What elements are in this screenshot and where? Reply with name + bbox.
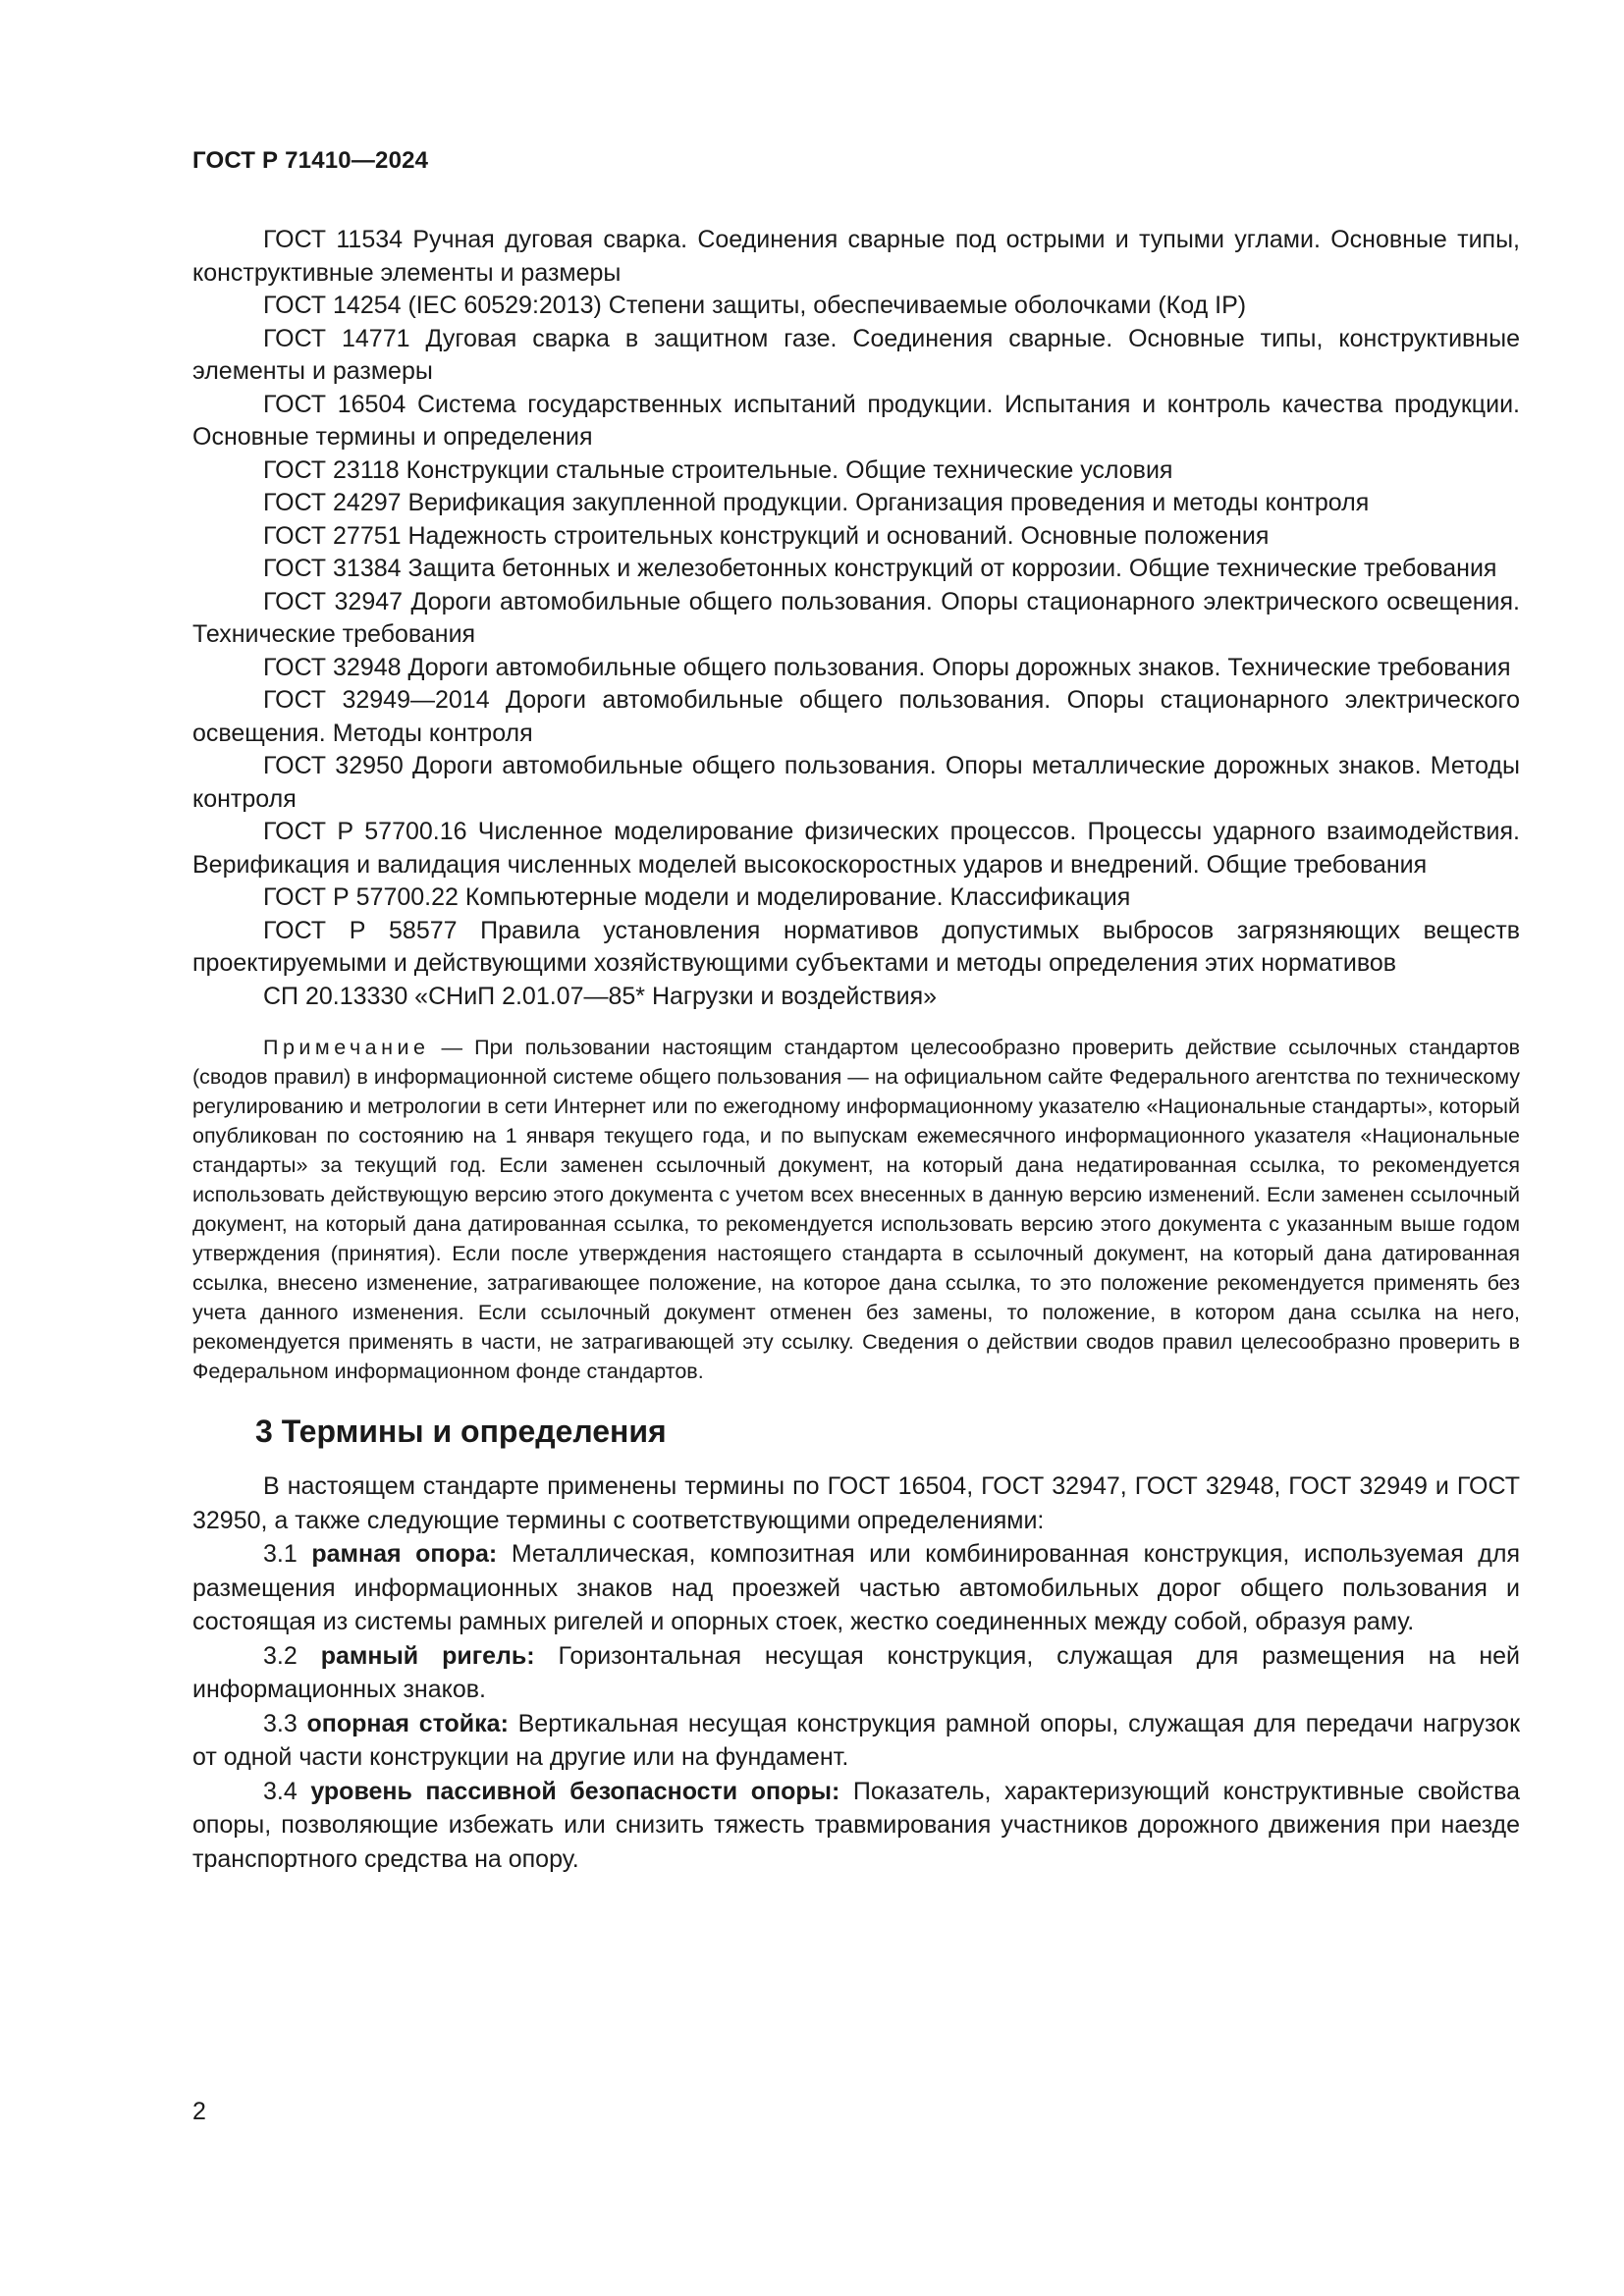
note-text: — При пользовании настоящим стандартом целесообразно проверить действие ссылочных стандартов (сводов правил) в информационной системе общего пользования — на официальном сайте Федерального агентства по техническому регулированию и метрологии в сети Интернет или по ежегодному информационному указателю «Национальные стандарты», который опубликован по состоянию на 1 января текущего года, и по выпускам ежемесячного информационного указателя «Национальные стандарты» за текущий год. Если заменен ссылочный документ, на который дана недатированная ссылка, то рекомендуется использовать действующую версию этого документа с учетом всех внесенных в данную версию изменений. Если заменен ссылочный документ, на который дана датированная ссылка, то рекомендуется использовать версию этого документа с указанным выше годом утверждения (принятия). Если после утверждения настоящего стандарта в ссылочный документ, на который дана датированная ссылка, внесено изменение, затрагивающее положение, на которое дана ссылка, то это положение рекомендуется применять без учета данного изменения. Если ссылочный документ отменен без замены, то положение, в котором дана ссылка на него, рекомендуется применять в части, не затрагивающей эту ссылку. Сведения о действии сводов правил целесообразно проверить в Федеральном информационном фонде стандартов. <box>192 1036 1520 1383</box>
definition-item <box>192 1537 1520 1639</box>
reference-item: ГОСТ Р 57700.16 Численное моделирование физических процессов. Процессы ударного взаимодействия. Верификация и валидация численных моделей высокоскоростных ударов и внедрений. Общие требования <box>192 818 1520 879</box>
definition-text: Металлическая, композитная или комбинированная конструкция, используемая для размещения информационных знаков над проезжей частью автомобильных дорог общего пользования и состоящая из системы рамных ригелей и опорных стоек, жестко соединенных между собой, образуя раму. <box>192 1540 1521 1635</box>
definition-item <box>192 1775 1520 1877</box>
document-page <box>192 147 1520 1876</box>
definition-number: 3.1 <box>263 1540 298 1568</box>
section-title: 3 Термины и определения <box>255 1414 667 1449</box>
definition-text: Показатель, характеризующий конструктивные свойства опоры, позволяющие избежать или снизить тяжесть травмирования участников дорожного движения при наезде транспортного средства на опору. <box>192 1777 1520 1873</box>
reference-item: СП 20.13330 «СНиП 2.01.07—85* Нагрузки и воздействия» <box>263 982 938 1010</box>
note-label: Примечание <box>263 1036 430 1059</box>
definition-term: рамная опора: <box>311 1540 498 1568</box>
definition-number: 3.4 <box>263 1777 298 1805</box>
reference-item: ГОСТ 32949—2014 Дороги автомобильные общего пользования. Опоры стационарного электрического освещения. Методы контроля <box>192 686 1520 747</box>
page-number: 2 <box>192 2098 206 2125</box>
definition-term: рамный ригель: <box>320 1641 535 1670</box>
reference-item: ГОСТ 23118 Конструкции стальные строительные. Общие технические условия <box>263 455 1173 484</box>
note-block <box>192 1033 1520 1386</box>
reference-item: ГОСТ 32950 Дороги автомобильные общего пользования. Опоры металлические дорожных знаков. Методы контроля <box>192 752 1520 813</box>
reference-item: ГОСТ 32947 Дороги автомобильные общего пользования. Опоры стационарного электрического освещения. Технические требования <box>192 587 1520 648</box>
definition-number: 3.3 <box>263 1709 298 1737</box>
reference-item: ГОСТ Р 58577 Правила установления нормативов допустимых выбросов загрязняющих веществ проектируемыми и действующими хозяйствующими субъектами и методы определения этих нормативов <box>192 916 1520 977</box>
reference-item: ГОСТ 16504 Система государственных испытаний продукции. Испытания и контроль качества продукции. Основные термины и определения <box>192 390 1520 451</box>
reference-item: ГОСТ 14254 (IEC 60529:2013) Степени защиты, обеспечиваемые оболочками (Код IP) <box>263 292 1247 319</box>
normative-references-list <box>192 224 1520 1013</box>
definition-text: Вертикальная несущая конструкция рамной опоры, служащая для передачи нагрузок от одной части конструкции на другие или на фундамент. <box>192 1709 1521 1771</box>
reference-item: ГОСТ 24297 Верификация закупленной продукции. Организация проведения и методы контроля <box>263 489 1370 516</box>
reference-item: ГОСТ 32948 Дороги автомобильные общего пользования. Опоры дорожных знаков. Технические требования <box>263 653 1511 681</box>
reference-item: ГОСТ 27751 Надежность строительных конструкций и оснований. Основные положения <box>263 521 1270 550</box>
definition-item <box>192 1639 1520 1707</box>
definition-text: Горизонтальная несущая конструкция, служащая для размещения на ней информационных знаков. <box>192 1641 1520 1703</box>
reference-item: ГОСТ 31384 Защита бетонных и железобетонных конструкций от коррозии. Общие технические требования <box>263 555 1497 582</box>
definition-term: опорная стойка: <box>306 1709 509 1737</box>
definition-item <box>192 1707 1520 1775</box>
reference-item: ГОСТ 14771 Дуговая сварка в защитном газе. Соединения сварные. Основные типы, конструктивные элементы и размеры <box>192 324 1520 385</box>
reference-item: ГОСТ 11534 Ручная дуговая сварка. Соединения сварные под острыми и тупыми углами. Основные типы, конструктивные элементы и размеры <box>192 226 1520 287</box>
reference-item: ГОСТ Р 57700.22 Компьютерные модели и моделирование. Классификация <box>263 883 1131 911</box>
section-intro: В настоящем стандарте применены термины по ГОСТ 16504, ГОСТ 32947, ГОСТ 32948, ГОСТ 32949 и ГОСТ 32950, а также следующие термины с соответствующими определениями: <box>192 1472 1520 1534</box>
document-header: ГОСТ Р 71410—2024 <box>192 147 429 174</box>
definition-number: 3.2 <box>263 1641 298 1670</box>
definition-term: уровень пассивной безопасности опоры: <box>310 1777 840 1805</box>
